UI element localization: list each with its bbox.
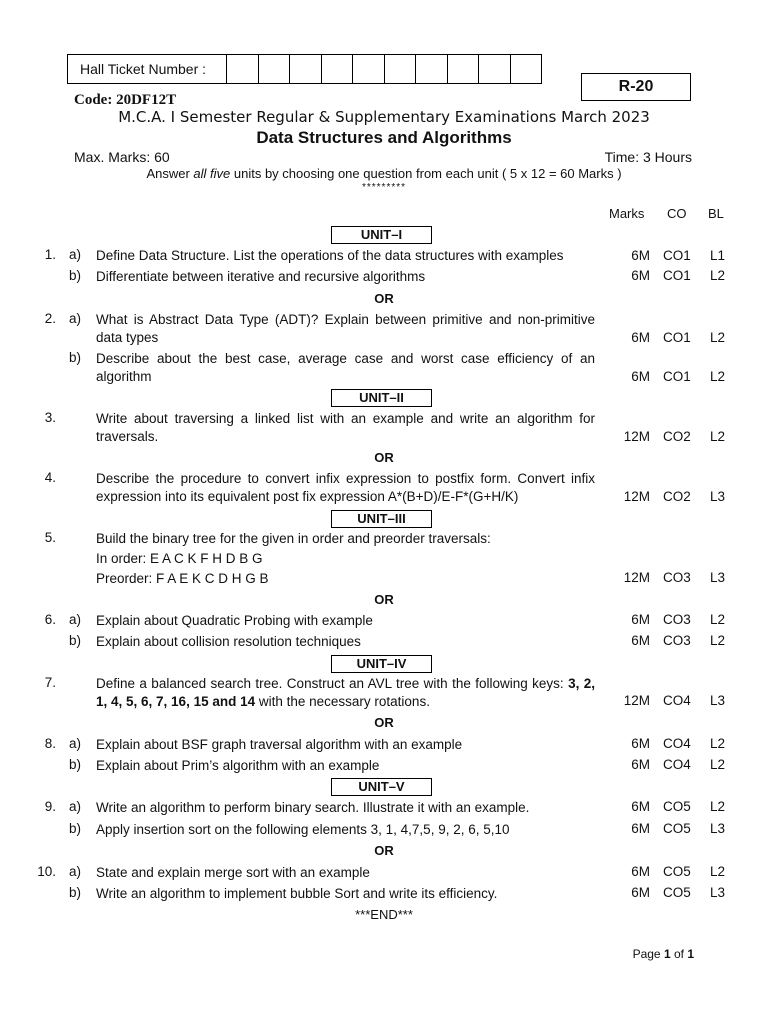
question-part: b) (69, 350, 82, 365)
question-marks: 6M (631, 736, 650, 751)
unit-heading: UNIT–V (331, 778, 432, 796)
question-part: b) (69, 757, 82, 772)
max-marks: Max. Marks: 60 (74, 149, 170, 165)
question-marks: 12M (623, 693, 650, 708)
question-text: Build the binary tree for the given in order and preorder traversals: (96, 531, 491, 546)
inorder-traversal: In order: E A C K F H D B G (96, 551, 263, 566)
question-bl: L3 (710, 570, 726, 585)
unit-heading: UNIT–I (331, 226, 432, 244)
question-marks: 12M (623, 570, 650, 585)
question-bl: L2 (710, 864, 726, 879)
question-number: 3. (44, 410, 56, 425)
column-header-co: CO (667, 206, 687, 221)
question-marks: 12M (623, 489, 650, 504)
question-part: b) (69, 633, 82, 648)
question-number: 7. (44, 675, 56, 690)
question-text: What is Abstract Data Type (ADT)? Explain between primitive and non-primitive data types (96, 312, 595, 345)
question-co: CO3 (663, 612, 691, 627)
question-bl: L3 (710, 821, 726, 836)
question-text: Define Data Structure. List the operations of the data structures with examples (96, 248, 564, 263)
question-co: CO1 (663, 268, 691, 283)
question-bl: L3 (710, 489, 726, 504)
question-text: Differentiate between iterative and recursive algorithms (96, 269, 426, 284)
instructions-suffix: units by choosing one question from each unit ( 5 x 12 = 60 Marks ) (230, 166, 622, 181)
question-part: a) (69, 736, 82, 751)
question-text (96, 675, 595, 711)
ticket-digit-box[interactable] (385, 55, 417, 83)
question-part: b) (69, 268, 82, 283)
question-number: 9. (44, 799, 56, 814)
or-separator: OR (374, 843, 394, 858)
question-marks: 6M (631, 330, 650, 345)
column-header-bl: BL (708, 206, 724, 221)
question-text: Explain about collision resolution techniques (96, 634, 361, 649)
ticket-digit-box[interactable] (322, 55, 354, 83)
question-marks: 12M (623, 429, 650, 444)
question-co: CO3 (663, 570, 691, 585)
question-marks: 6M (631, 248, 650, 263)
question-text: Explain about BSF graph traversal algorithm with an example (96, 737, 463, 752)
ticket-digit-box[interactable] (353, 55, 385, 83)
question-marks: 6M (631, 612, 650, 627)
question-bl: L2 (710, 268, 726, 283)
question-marks: 6M (631, 799, 650, 814)
question-part: a) (69, 612, 82, 627)
question-co: CO5 (663, 799, 691, 814)
question-number: 8. (44, 736, 56, 751)
question-text: Explain about Quadratic Probing with example (96, 613, 373, 628)
question-co: CO2 (663, 489, 691, 504)
preorder-traversal: Preorder: F A E K C D H G B (96, 571, 269, 586)
question-bl: L2 (710, 633, 726, 648)
question-number: 5. (44, 530, 56, 545)
question-co: CO1 (663, 248, 691, 263)
question-co: CO5 (663, 885, 691, 900)
question-bl: L2 (710, 330, 726, 345)
question-bl: L2 (710, 799, 726, 814)
unit-heading: UNIT–II (331, 389, 432, 407)
ticket-digit-box[interactable] (227, 55, 259, 83)
unit-heading: UNIT–IV (331, 655, 432, 673)
question-text: Apply insertion sort on the following elements 3, 1, 4,7,5, 9, 2, 6, 5,10 (96, 822, 510, 837)
page-prefix: Page (632, 947, 664, 961)
column-header-marks: Marks (609, 206, 645, 221)
question-bl: L3 (710, 885, 726, 900)
paper-code: Code: 20DF12T (74, 92, 177, 108)
ticket-digit-box[interactable] (416, 55, 448, 83)
question-bl: L3 (710, 693, 726, 708)
or-separator: OR (374, 715, 394, 730)
subject-title: Data Structures and Algorithms (256, 128, 512, 147)
question-text: Write about traversing a linked list with an example and write an algorithm for traversals. (96, 411, 595, 444)
hall-ticket-label: Hall Ticket Number : (68, 55, 227, 83)
page-number (633, 947, 694, 961)
or-separator: OR (374, 450, 394, 465)
exam-title: M.C.A. I Semester Regular & Supplementary Examinations March 2023 (118, 108, 650, 126)
page-current: 1 (663, 947, 671, 961)
question-co: CO5 (663, 821, 691, 836)
question-text: Write an algorithm to implement bubble Sort and write its efficiency. (96, 886, 498, 901)
instructions (0, 166, 768, 181)
end-marker: ***END*** (355, 907, 413, 922)
stars-divider: ********* (361, 182, 407, 193)
question-bl: L2 (710, 612, 726, 627)
question-marks: 6M (631, 821, 650, 836)
question-marks: 6M (631, 757, 650, 772)
question-part: a) (69, 247, 82, 262)
question-marks: 6M (631, 268, 650, 283)
question-co: CO1 (663, 369, 691, 384)
instructions-prefix: Answer (146, 166, 194, 181)
question-bl: L1 (710, 248, 726, 263)
question-co: CO2 (663, 429, 691, 444)
question-text-lead: Define a balanced search tree. Construct an AVL tree with the following keys: (96, 676, 564, 691)
question-bl: L2 (710, 757, 726, 772)
question-text-tail: with the necessary rotations. (255, 694, 430, 709)
question-co: CO3 (663, 633, 691, 648)
question-bl: L2 (710, 429, 726, 444)
question-text: Describe the procedure to convert infix expression to postfix form. Convert infix expression into its equivalent post fix expression A*(B+D)/E-F*(G+H/K) (96, 471, 595, 504)
question-part: a) (69, 799, 82, 814)
regulation-badge: R-20 (581, 73, 691, 101)
question-co: CO4 (663, 736, 691, 751)
question-text: Write an algorithm to perform binary search. Illustrate it with an example. (96, 800, 530, 815)
question-number: 10. (37, 864, 56, 879)
ticket-digit-box[interactable] (479, 55, 511, 83)
question-part: a) (69, 864, 82, 879)
exam-time: Time: 3 Hours (604, 149, 692, 165)
question-marks: 6M (631, 864, 650, 879)
question-marks: 6M (631, 885, 650, 900)
question-co: CO1 (663, 330, 691, 345)
question-part: b) (69, 885, 82, 900)
or-separator: OR (374, 592, 394, 607)
question-number: 1. (44, 247, 56, 262)
question-bl: L2 (710, 369, 726, 384)
question-co: CO4 (663, 693, 691, 708)
or-separator: OR (374, 291, 394, 306)
page-of: of (670, 947, 688, 961)
avl-keys: 3, 2, 1, 4, 5, 6, 7, 16, 15 and 14 (96, 676, 595, 709)
question-bl: L2 (710, 736, 726, 751)
question-number: 2. (44, 311, 56, 326)
hall-ticket-number-box (67, 54, 542, 84)
ticket-digit-box[interactable] (290, 55, 322, 83)
question-part: b) (69, 821, 82, 836)
ticket-digit-box[interactable] (448, 55, 480, 83)
question-co: CO4 (663, 757, 691, 772)
question-text: Describe about the best case, average case and worst case efficiency of an algorithm (96, 351, 595, 384)
unit-heading: UNIT–III (331, 510, 432, 528)
page-total: 1 (687, 947, 694, 961)
question-co: CO5 (663, 864, 691, 879)
ticket-digit-box[interactable] (511, 55, 542, 83)
instructions-emphasis: all five (193, 166, 231, 181)
question-number: 4. (44, 470, 56, 485)
question-text: State and explain merge sort with an example (96, 865, 370, 880)
question-part: a) (69, 311, 82, 326)
ticket-digit-box[interactable] (259, 55, 291, 83)
question-number: 6. (44, 612, 56, 627)
question-marks: 6M (631, 369, 650, 384)
question-marks: 6M (631, 633, 650, 648)
question-text: Explain about Prim’s algorithm with an example (96, 758, 380, 773)
